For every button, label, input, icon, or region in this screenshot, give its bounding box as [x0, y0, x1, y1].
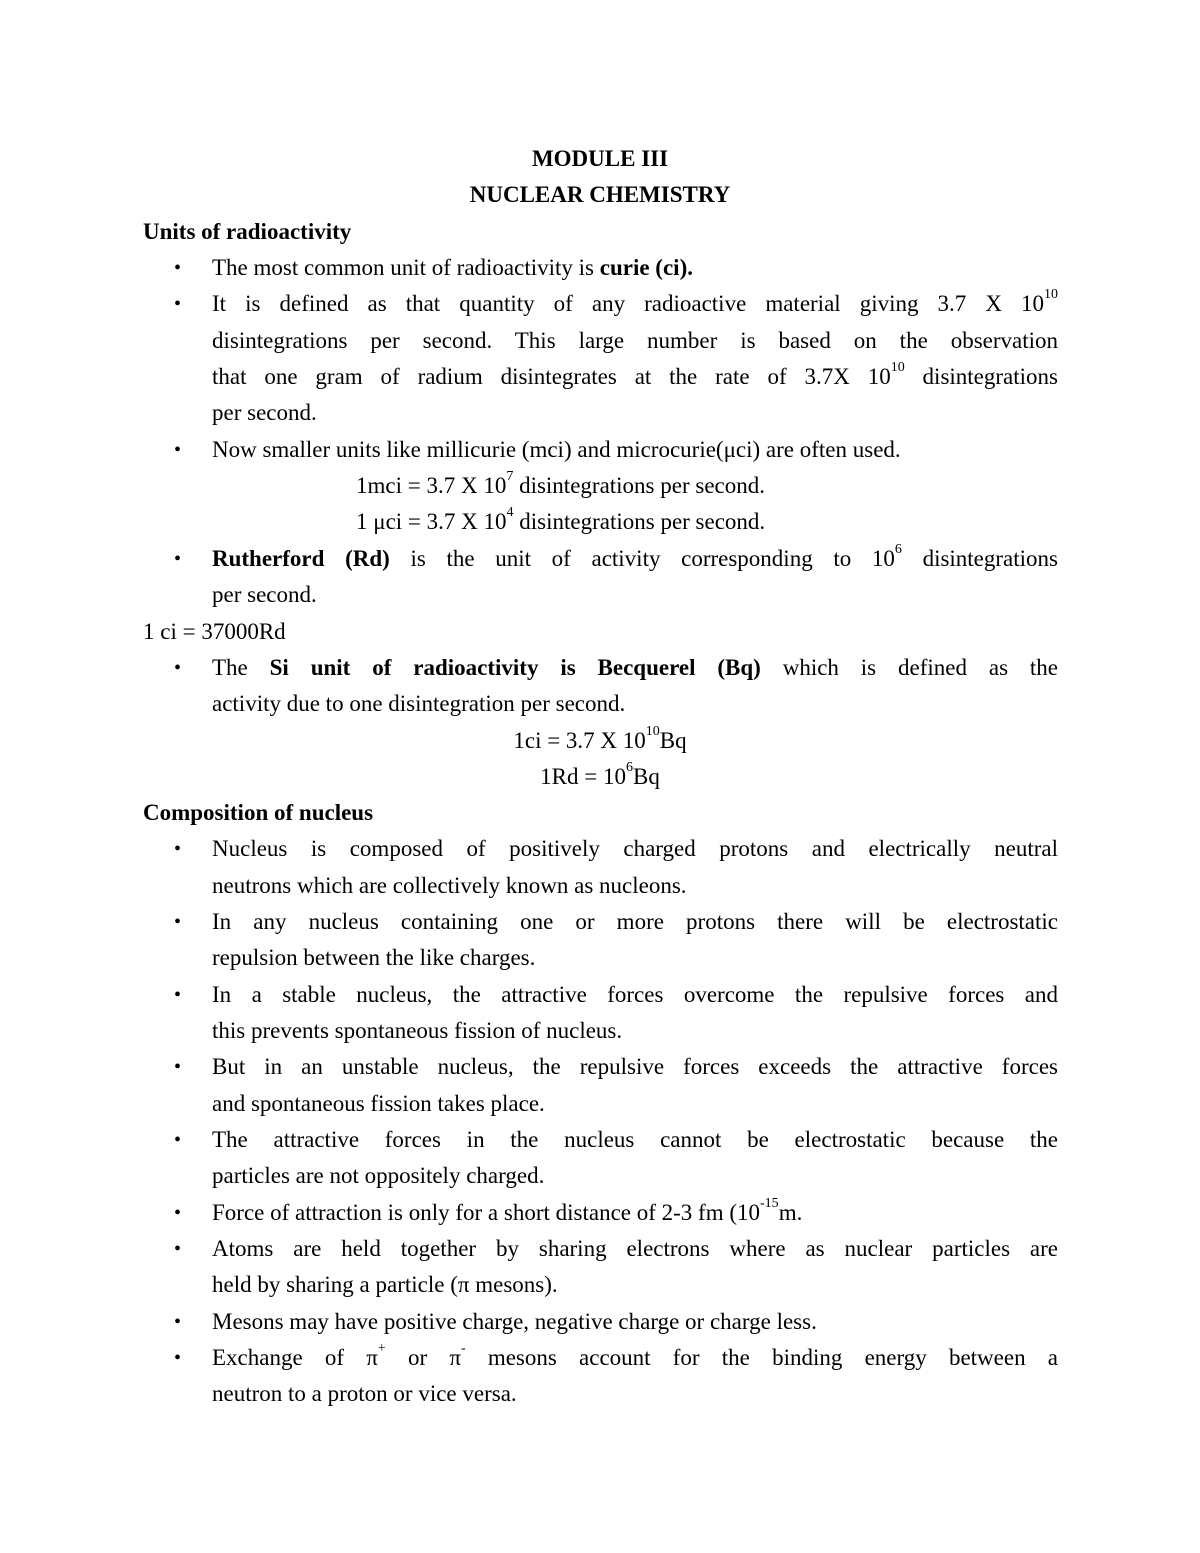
composition-bullet-6: Force of attraction is only for a short distance of 2-3 fm ($10^{-15}m$.: [212, 1196, 803, 1225]
section-heading-composition: Composition of nucleus: [143, 800, 374, 825]
subject-title: NUCLEAR CHEMISTRY: [469, 182, 731, 207]
module-title: MODULE III: [531, 146, 669, 171]
bullet-marker: •: [174, 984, 182, 1006]
bullet-marker: •: [174, 1056, 182, 1078]
units-bullet-2-line-4: per second.: [212, 400, 317, 425]
bullet-marker: •: [174, 838, 182, 860]
composition-bullet-2-line-1: In any nucleus containing one or more protons there will be electrostatic: [212, 909, 1058, 934]
composition-bullet-7-line-1: Atoms are held together by sharing electrons where as nuclear particles are: [212, 1236, 1058, 1261]
bullet-marker: •: [174, 293, 182, 315]
composition-bullet-1-line-2: neutrons which are collectively known as nucleons.: [212, 873, 687, 898]
composition-bullet-2-line-2: repulsion between the like charges.: [212, 945, 536, 970]
section-heading-units: Units of radioactivity: [143, 219, 352, 244]
composition-bullet-3-line-2: this prevents spontaneous fission of nucleus.: [212, 1018, 623, 1043]
composition-bullet-1-line-1: Nucleus is composed of positively charged protons and electrically neutral: [212, 836, 1058, 861]
units-bullet-5-line-1: The Si unit of radioactivity is Becquerel (Bq) which is defined as the: [212, 655, 1058, 680]
units-bullet-4-line-1: Rutherford (Rd) is the unit of activity corresponding to $10^6$ disintegrations: [212, 542, 1058, 571]
bullet-marker: •: [174, 657, 182, 679]
bullet-marker: •: [174, 1311, 182, 1333]
bullet-marker: •: [174, 1238, 182, 1260]
equation-ci-bq: 1ci = 3.7 X $10^{10}Bq$: [513, 724, 687, 753]
equation-ci-rd: 1 ci = 37000Rd: [143, 619, 286, 644]
composition-bullet-5-line-1: The attractive forces in the nucleus cannot be electrostatic because the: [212, 1127, 1058, 1152]
units-bullet-3: Now smaller units like millicurie (mci) and microcurie(μci) are often used.: [212, 437, 901, 462]
bullet-marker: •: [174, 257, 182, 279]
bullet-marker: •: [174, 439, 182, 461]
composition-bullet-4-line-2: and spontaneous fission takes place.: [212, 1091, 545, 1116]
bullet-marker: •: [174, 1347, 182, 1369]
composition-bullet-3-line-1: In a stable nucleus, the attractive forces overcome the repulsive forces and: [212, 982, 1058, 1007]
bullet-marker: •: [174, 1202, 182, 1224]
composition-bullet-7-line-2: held by sharing a particle (π mesons).: [212, 1272, 558, 1297]
composition-bullet-4-line-1: But in an unstable nucleus, the repulsive forces exceeds the attractive forces: [212, 1054, 1058, 1079]
bullet-marker: •: [174, 911, 182, 933]
equation-rd-bq: $1Rd = 10^6Bq$: [540, 760, 660, 789]
units-bullet-4-line-2: per second.: [212, 582, 317, 607]
composition-bullet-8: Mesons may have positive charge, negative charge or charge less.: [212, 1309, 817, 1334]
equation-mci: 1mci = 3.7 X $10^7$ disintegrations per second.: [356, 469, 765, 498]
units-bullet-2-line-2: disintegrations per second. This large number is based on the observation: [212, 328, 1058, 353]
bullet-marker: •: [174, 1129, 182, 1151]
composition-bullet-9-line-2: neutron to a proton or vice versa.: [212, 1381, 517, 1406]
units-bullet-1: The most common unit of radioactivity is curie (ci).: [212, 255, 693, 280]
units-bullet-5-line-2: activity due to one disintegration per second.: [212, 691, 626, 716]
composition-bullet-5-line-2: particles are not oppositely charged.: [212, 1163, 545, 1188]
equation-uci: 1 μci = 3.7 X $10^4$ disintegrations per second.: [356, 505, 766, 534]
composition-bullet-9-line-1: Exchange of π+ or π- mesons account for the binding energy between a: [212, 1341, 1058, 1370]
bullet-marker: •: [174, 548, 182, 570]
units-bullet-2-line-1: It is defined as that quantity of any radioactive material giving 3.7 X $10^{10}$: [212, 287, 1058, 316]
units-bullet-2-line-3: that one gram of radium disintegrates at the rate of 3.7X $10^{10}$ disintegrations: [212, 360, 1058, 389]
